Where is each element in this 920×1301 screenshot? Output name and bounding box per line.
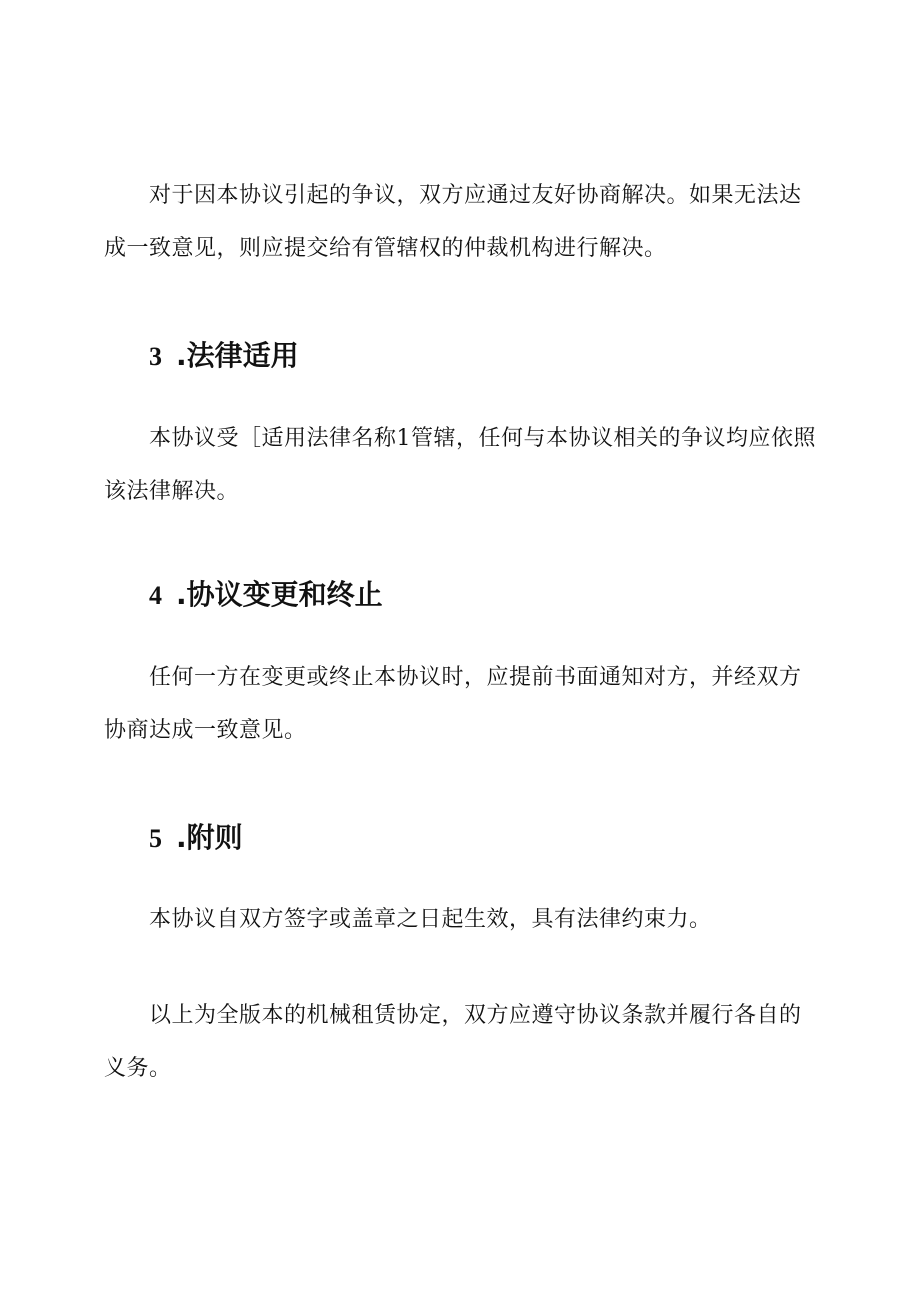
section-4-body: 任何一方在变更或终止本协议时，应提前书面通知对方，并经双方协商达成一致意见。 bbox=[104, 665, 802, 743]
section-3-body: 本协议受［适用法律名称1管辖，任何与本协议相关的争议均应依照该法律解决。 bbox=[104, 426, 816, 504]
section-5-heading bbox=[149, 820, 243, 857]
section-3-heading bbox=[149, 338, 299, 375]
section-5-title: .附则 bbox=[176, 821, 243, 854]
section-4-number: 4 bbox=[149, 581, 162, 610]
closing-paragraph: 以上为全版本的机械租赁协定，双方应遵守协议条款并履行各自的义务。 bbox=[104, 1003, 802, 1081]
section-4-heading bbox=[149, 577, 383, 614]
section-5-number: 5 bbox=[149, 824, 162, 853]
paragraph-dispute-resolution: 对于因本协议引起的争议，双方应通过友好协商解决。如果无法达成一致意见，则应提交给有管辖权的仲裁机构进行解决。 bbox=[104, 183, 802, 261]
section-3-title: .法律适用 bbox=[176, 339, 299, 372]
section-3-number: 3 bbox=[149, 342, 162, 371]
section-5-body: 本协议自双方签字或盖章之日起生效，具有法律约束力。 bbox=[149, 907, 712, 932]
section-4-title: .协议变更和终止 bbox=[176, 578, 383, 611]
